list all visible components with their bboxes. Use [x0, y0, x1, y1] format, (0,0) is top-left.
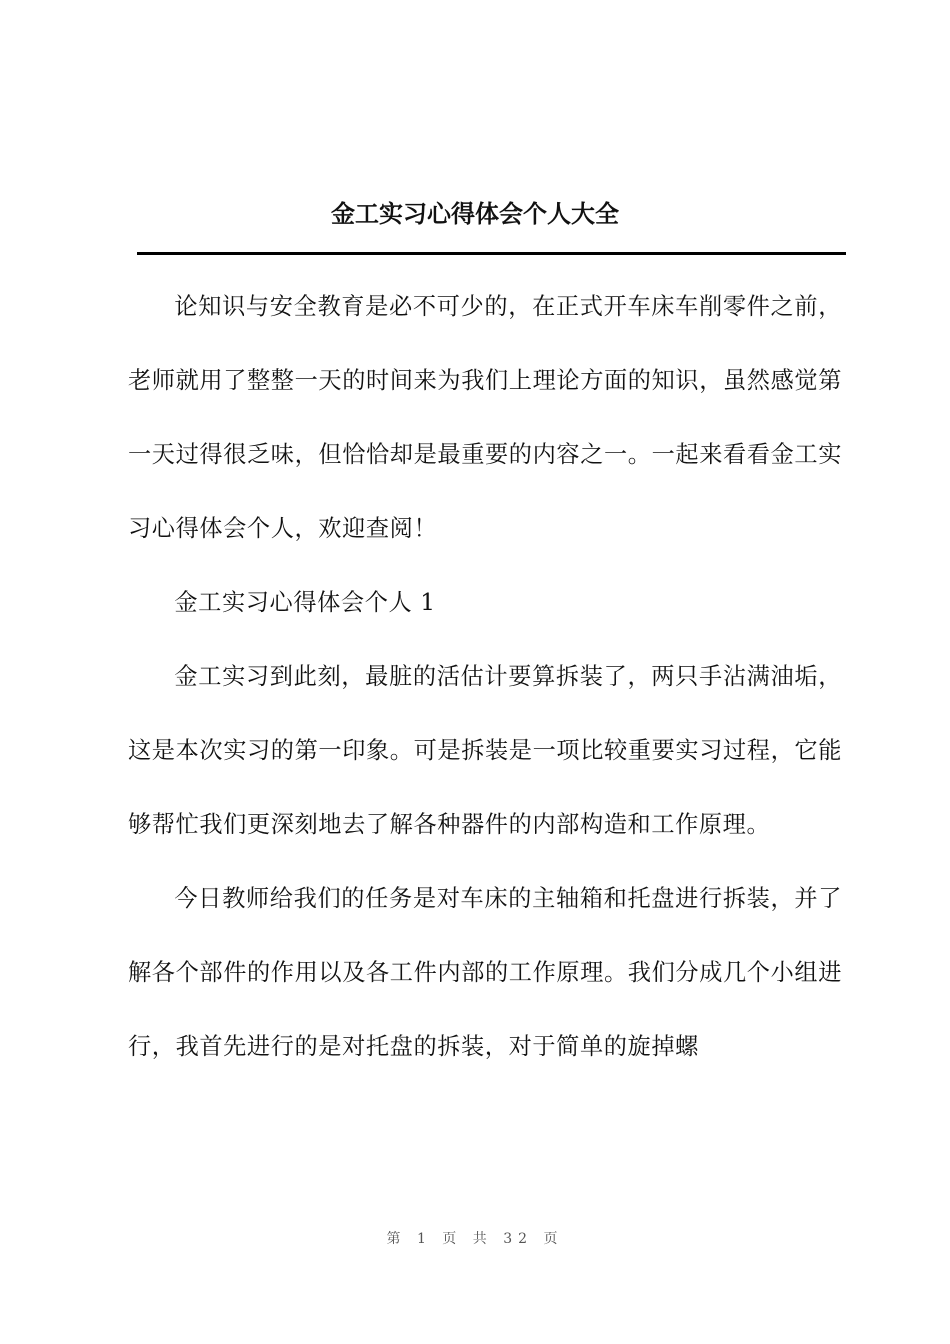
- section-heading: 金工实习心得体会个人 1: [174, 589, 436, 616]
- paragraph-intro: 论知识与安全教育是必不可少的，在正式开车床车削零件之前，老师就用了整整一天的时间来为我们上理论方面的知识，虽然感觉第一天过得很乏味，但恰恰却是最重要的内容之一。一起来看看金工实习心得体会个人，欢迎查阅！: [128, 293, 842, 542]
- title-divider: [137, 252, 846, 255]
- document-title: 金工实习心得体会个人大全: [331, 199, 619, 228]
- page-number: 第 1 页 共 32 页: [386, 1231, 564, 1247]
- paragraph: 金工实习到此刻，最脏的活估计要算拆装了，两只手沾满油垢，这是本次实习的第一印象。可是拆装是一项比较重要实习过程，它能够帮忙我们更深刻地去了解各种器件的内部构造和工作原理。: [128, 663, 842, 838]
- paragraph: 今日教师给我们的任务是对车床的主轴箱和托盘进行拆装，并了解各个部件的作用以及各工件内部的工作原理。我们分成几个小组进行，我首先进行的是对托盘的拆装，对于简单的旋掉螺: [128, 885, 842, 1060]
- document-body: [128, 270, 842, 1084]
